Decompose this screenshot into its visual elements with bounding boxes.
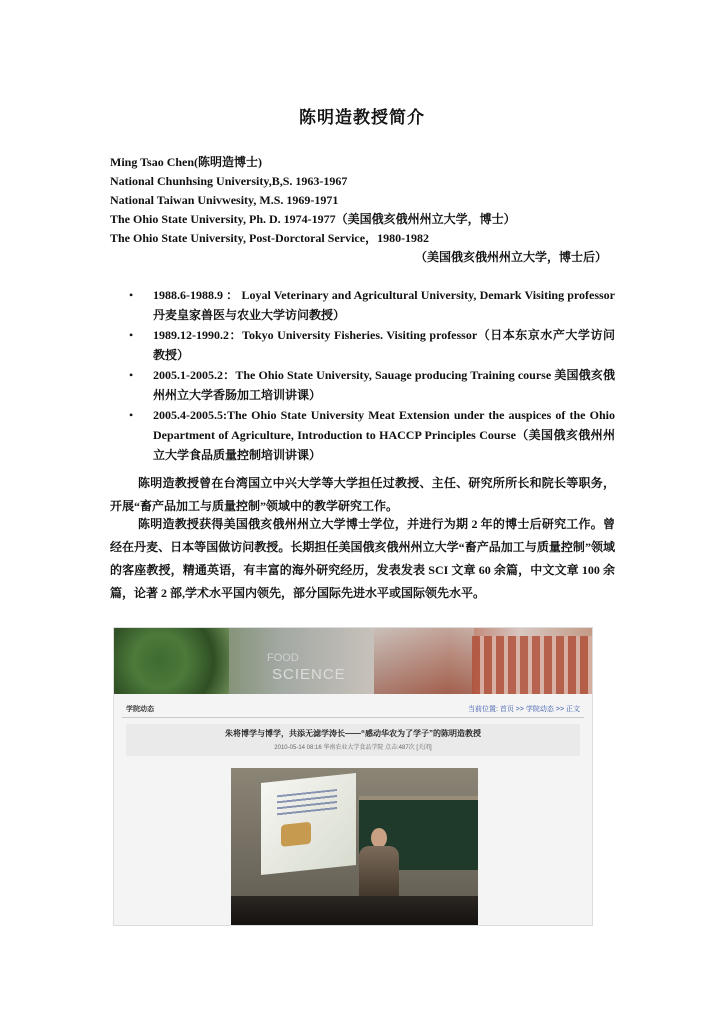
breadcrumb[interactable]: 当前位置: 首页 >> 学院动态 >> 正文: [467, 706, 580, 713]
intro-paragraph-1: 陈明造教授曾在台湾国立中兴大学等大学担任过教授、主任、研究所所长和院长等职务，开展“畜产品加工与质量控制”领域中的教学研究工作。: [110, 476, 615, 513]
cv-name: Ming Tsao Chen(陈明造博士): [110, 155, 263, 169]
cv-postdoc: The Ohio State University, Post-Dorctoral Service，1980-1982: [110, 231, 430, 245]
page-title: 陈明造教授简介: [299, 108, 425, 127]
lecture-photo: [231, 768, 478, 925]
projector-screen: [261, 773, 356, 875]
list-item: • 2005.1-2005.2：The Ohio State University, Sauage producing Training course 美国俄亥俄州州立大学香肠加工培训讲课）: [110, 365, 615, 405]
site-navbar: [114, 702, 592, 716]
divider: [122, 717, 584, 718]
site-banner: [114, 628, 592, 694]
lectern: [231, 896, 478, 925]
cv-bs: National Chunhsing University,B,S. 1963-1967: [110, 174, 348, 188]
cv-phd: The Ohio State University, Ph. D. 1974-1977（美国俄亥俄州州立大学，博士）: [110, 212, 516, 226]
list-item: • 1989.12-1990.2：Tokyo University Fisheries. Visiting professor（日本东京水产大学访问教授）: [110, 325, 615, 365]
visit-list: [110, 285, 615, 465]
cv-postdoc-cn: （美国俄亥俄州州立大学，博士后）: [414, 250, 607, 264]
article-headline: 朱将博学与博学，共添无滤学涛长——“感动华农为了学子”的陈明造教授: [225, 729, 481, 738]
banner-building-image: [374, 628, 474, 694]
banner-small-text: FOOD: [267, 652, 299, 664]
list-item: • 2005.4-2005.5:The Ohio State University Meat Extension under the auspices of the Ohio Department of Agriculture, Introduction to HACCP Principles Course（美国俄亥俄州州立大学食品质量控制培训讲课）: [110, 405, 615, 465]
banner-campus-image: [472, 636, 592, 694]
section-label: 学院动态: [126, 706, 154, 713]
banner-tree-image: [114, 628, 229, 694]
speaker: [356, 828, 402, 898]
banner-text: SCIENCE: [272, 666, 346, 683]
list-item: • 1988.6-1988.9 ： Loyal Veterinary and Agricultural University, Demark Visiting professor 丹麦皇家兽医与农业大学访问教授）: [110, 285, 615, 325]
article-header: [126, 724, 580, 756]
cv-block: [110, 153, 615, 267]
intro-paragraph-2: 陈明造教授获得美国俄亥俄州州立大学博士学位，并进行为期 2 年的博士后研究工作。曾经在丹麦、日本等国做访问教授。长期担任美国俄亥俄州州立大学“畜产品加工与质量控制”领域的客座教授，精通英语，有丰富的海外研究经历，发表发表 SCI 文章 60 余篇，中文文章 100 余篇，论著 2 部,学术水平国内领先，部分国际先进水平或国际领先水平。: [110, 517, 615, 600]
article-meta: 2010-05-14 08:16 华南农业大学食品学院 点击:487次 [关闭]: [274, 745, 432, 751]
cv-ms: National Taiwan Univwesity, M.S. 1969-1971: [110, 193, 339, 207]
webpage-screenshot: [113, 627, 593, 926]
